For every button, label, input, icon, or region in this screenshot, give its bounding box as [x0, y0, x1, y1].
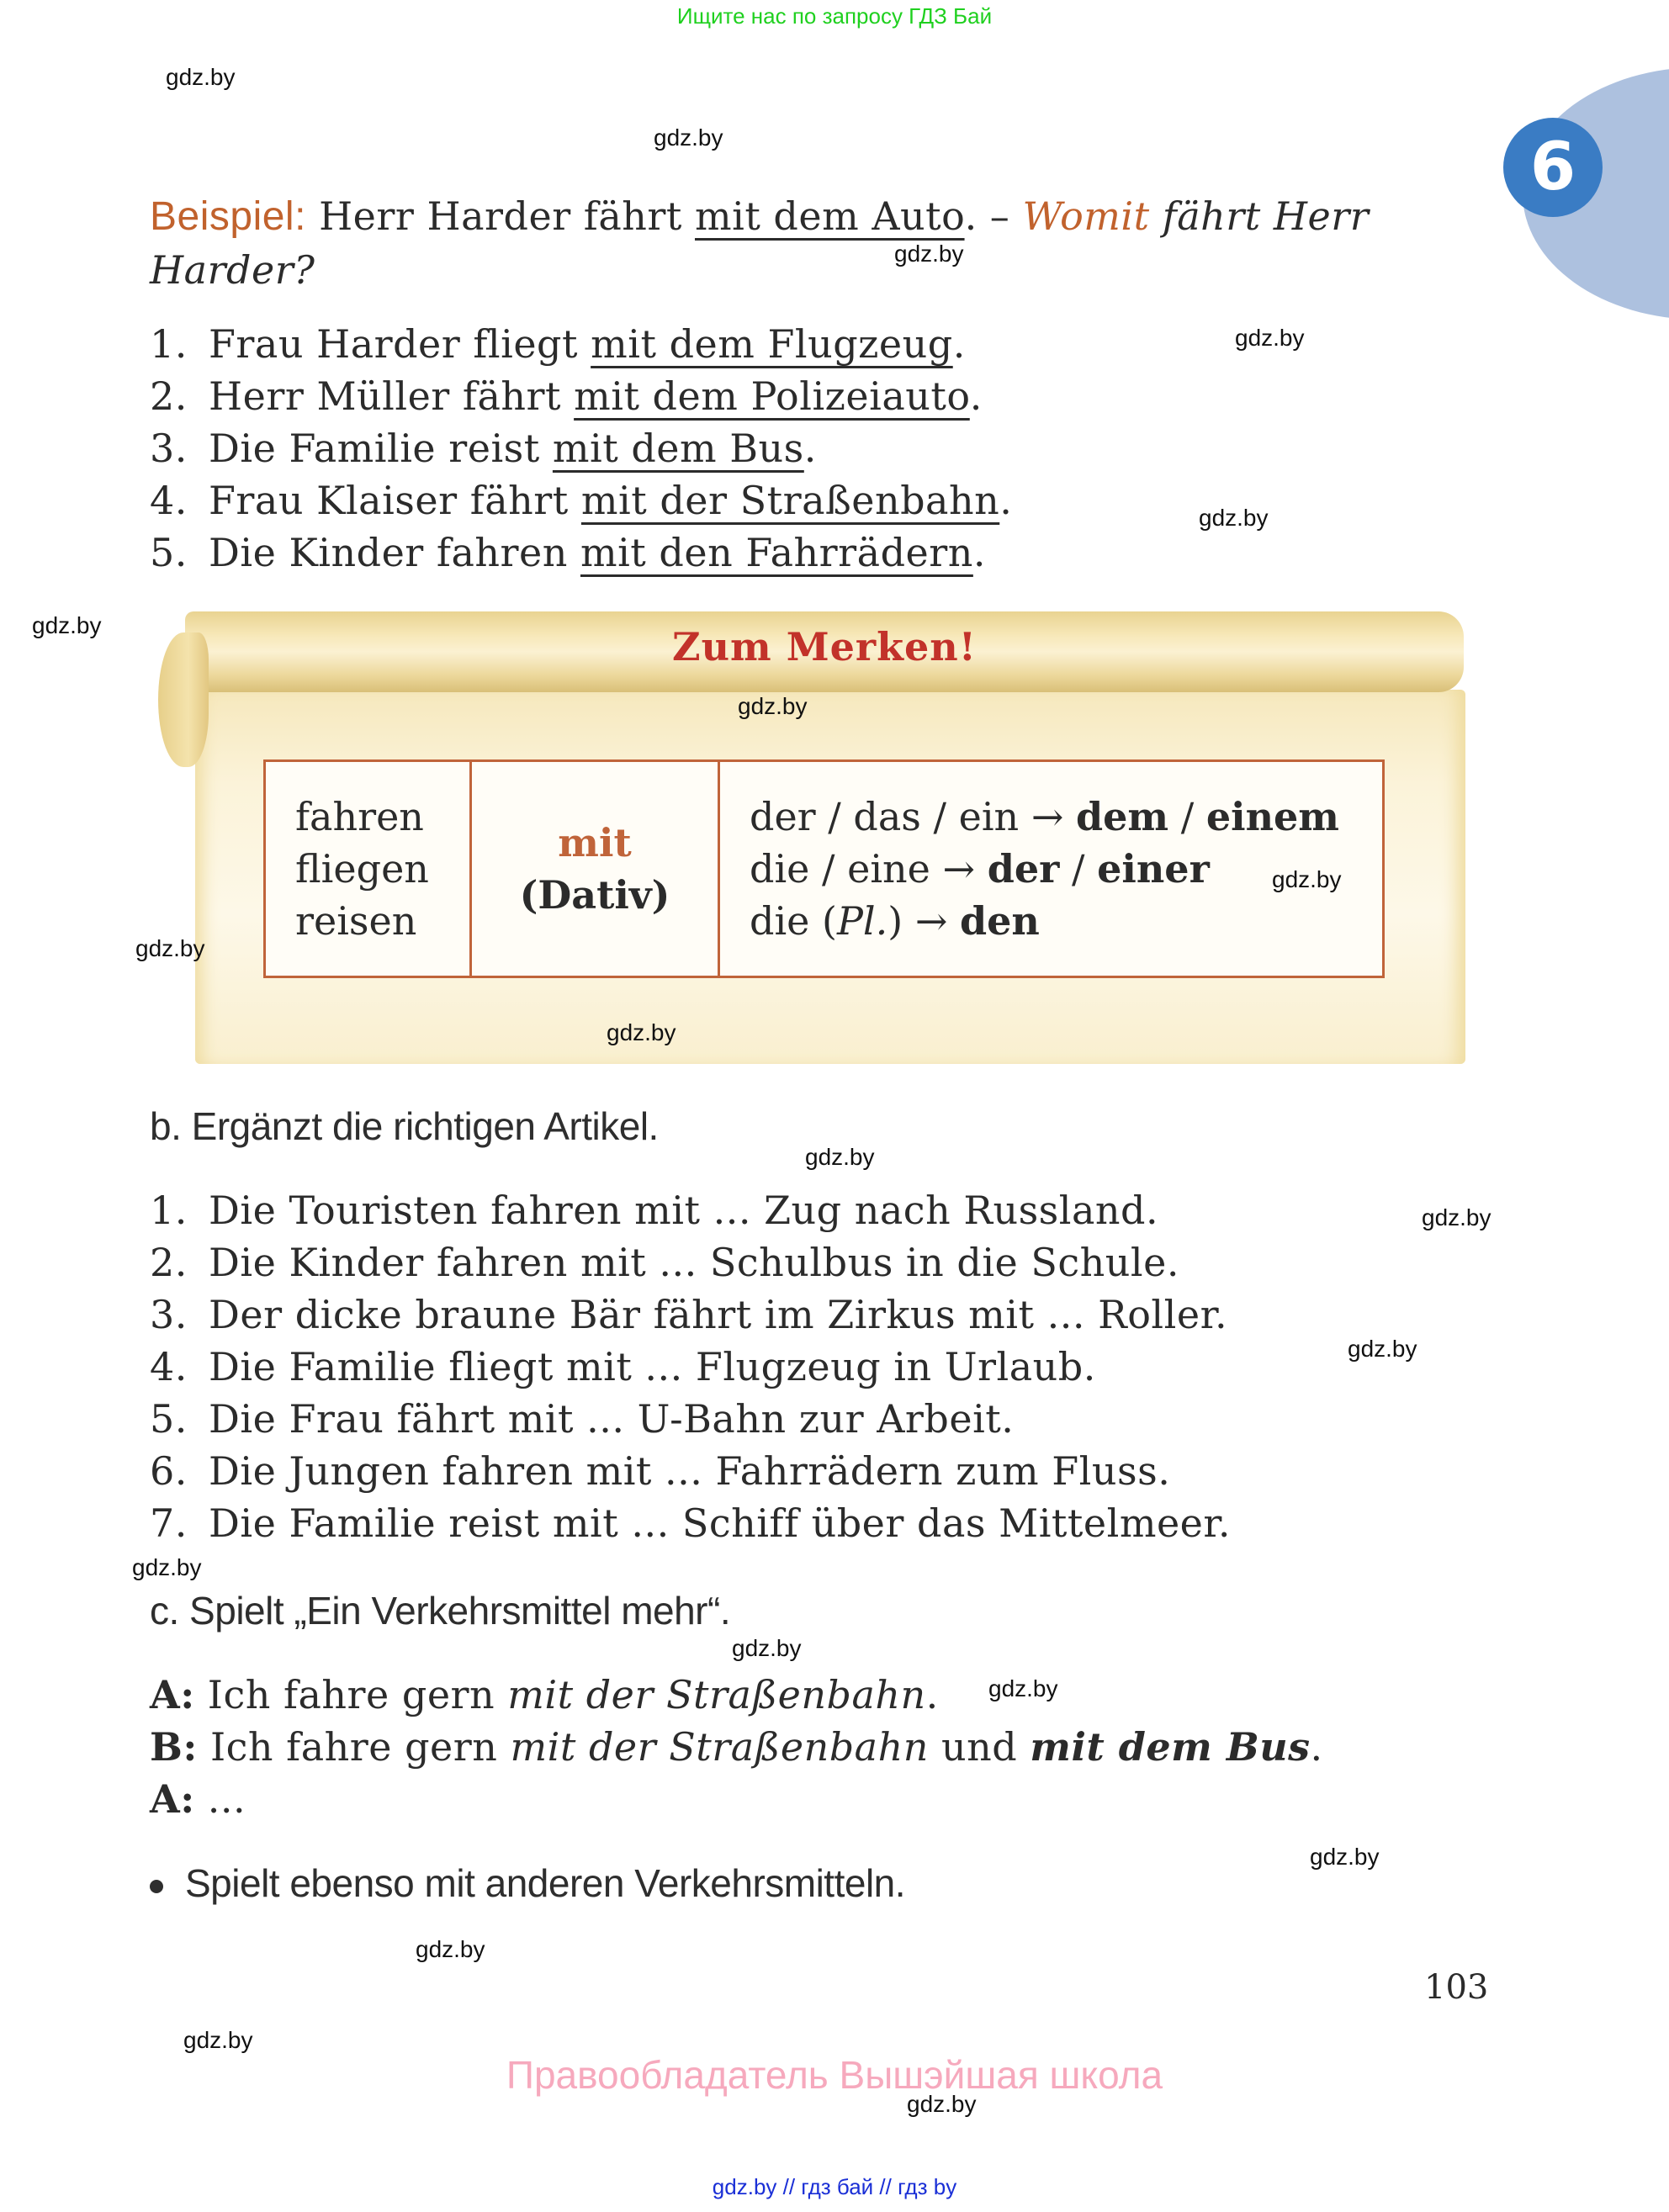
- dialog-line-a2: A: ...: [150, 1776, 246, 1822]
- verbs-cell: [266, 762, 472, 976]
- example-sentence-post: . –: [964, 193, 1023, 239]
- example-line: [150, 190, 1513, 243]
- watermark: gdz.by: [1348, 1336, 1417, 1362]
- list-a: [150, 318, 1012, 579]
- watermark: gdz.by: [907, 2091, 977, 2117]
- watermark: gdz.by: [1199, 505, 1269, 531]
- example-question-word: Womit: [1022, 193, 1150, 239]
- section-b-heading: b. Ergänzt die richtigen Artikel.: [150, 1104, 659, 1148]
- example-sentence-pre: Herr Harder fährt: [319, 193, 695, 239]
- list-item: 2. Die Kinder fahren mit ... Schulbus in die Schule.: [150, 1240, 1179, 1285]
- list-item: 5. Die Kinder fahren mit den Fahrrädern.: [150, 530, 986, 575]
- list-item: 5. Die Frau fährt mit ... U-Bahn zur Arbeit.: [150, 1396, 1015, 1442]
- watermark: gdz.by: [1235, 325, 1305, 351]
- dialog-line-a1: A: Ich fahre gern mit der Straßenbahn.: [150, 1672, 939, 1717]
- verb: reisen: [295, 898, 417, 944]
- arrow-icon: →: [1031, 794, 1064, 839]
- list-item: 1. Frau Harder fliegt mit dem Flugzeug.: [150, 321, 966, 367]
- chapter-number-badge: 6: [1503, 118, 1603, 217]
- bullet-task: Spielt ebenso mit anderen Verkehrsmitteln.: [150, 1860, 905, 1906]
- list-b: [150, 1184, 1231, 1549]
- example-question-rest: fährt Herr: [1149, 193, 1370, 239]
- preposition: mit: [558, 820, 632, 865]
- verb: fliegen: [295, 846, 429, 892]
- grammar-table: [263, 759, 1385, 978]
- rights-holder: Правообладатель Вышэйшая школа: [506, 2053, 1163, 2097]
- list-item: 4. Frau Klaiser fährt mit der Straßenbahn.: [150, 478, 1013, 523]
- watermark: gdz.by: [132, 1554, 202, 1580]
- list-item: 6. Die Jungen fahren mit ... Fahrrädern zum Fluss.: [150, 1448, 1171, 1494]
- arrow-icon: →: [942, 846, 976, 892]
- watermark: gdz.by: [1272, 866, 1342, 892]
- list-item: 2. Herr Müller fährt mit dem Polizeiauto.: [150, 373, 983, 419]
- example-label: Beispiel:: [150, 194, 306, 239]
- watermark: gdz.by: [805, 1144, 875, 1170]
- rule-row: der / das / ein → dem / einem: [750, 794, 1339, 839]
- top-banner: Ищите нас по запросу ГДЗ Бай: [676, 3, 993, 29]
- watermark: gdz.by: [32, 612, 102, 638]
- preposition-cell: [472, 762, 720, 976]
- watermark: gdz.by: [732, 1635, 802, 1661]
- example-underlined: mit dem Auto: [694, 193, 965, 239]
- list-item: 7. Die Familie reist mit ... Schiff über das Mittelmeer.: [150, 1500, 1231, 1546]
- bullet-icon: [150, 1880, 163, 1893]
- watermark: gdz.by: [894, 241, 964, 267]
- watermark: gdz.by: [607, 1019, 676, 1045]
- merken-title: Zum Merken!: [672, 624, 977, 669]
- dialog: [150, 1669, 1323, 1825]
- list-item: 3. Der dicke braune Bär fährt im Zirkus mit ... Roller.: [150, 1292, 1228, 1337]
- watermark: gdz.by: [1310, 1844, 1380, 1870]
- footer-links[interactable]: gdz.by // гдз бай // гдз by: [712, 2174, 957, 2199]
- watermark: gdz.by: [654, 124, 723, 151]
- section-c-heading: c. Spielt „Ein Verkehrsmittel mehr“.: [150, 1589, 731, 1633]
- watermark: gdz.by: [988, 1675, 1058, 1701]
- rule-row: die / eine → der / einer: [750, 846, 1210, 892]
- watermark: gdz.by: [166, 64, 236, 90]
- verb: fahren: [295, 794, 424, 839]
- watermark: gdz.by: [183, 2027, 253, 2053]
- case-label: (Dativ): [519, 872, 670, 918]
- example-question-line2: Harder?: [150, 247, 315, 293]
- arrow-icon: →: [914, 898, 948, 944]
- watermark: gdz.by: [416, 1936, 485, 1962]
- rule-row: die (Pl.) → den: [750, 898, 1040, 944]
- list-item: 4. Die Familie fliegt mit ... Flugzeug in Urlaub.: [150, 1344, 1096, 1389]
- watermark: gdz.by: [135, 935, 205, 961]
- list-item: 3. Die Familie reist mit dem Bus.: [150, 426, 817, 471]
- dialog-line-b: B: Ich fahre gern mit der Straßenbahn und mit dem Bus.: [150, 1724, 1323, 1770]
- watermark: gdz.by: [738, 693, 808, 719]
- page-number: 103: [1424, 1968, 1489, 2007]
- watermark: gdz.by: [1422, 1204, 1492, 1230]
- list-item: 1. Die Touristen fahren mit ... Zug nach Russland.: [150, 1188, 1159, 1233]
